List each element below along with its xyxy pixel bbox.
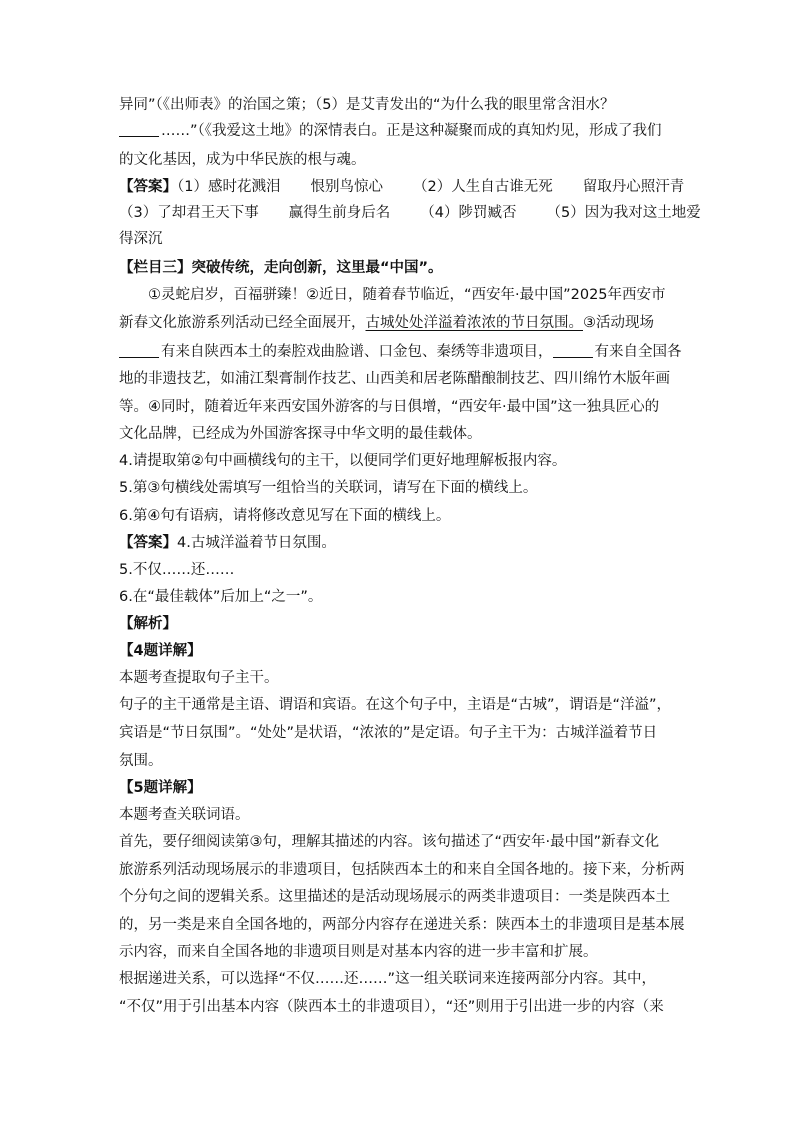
analysis-heading-text: 【解析】 bbox=[119, 616, 177, 632]
explanation-line bbox=[119, 665, 679, 691]
text-line-content: 首先，要仔细阅读第③句，理解其描述的内容。该句描述了“西安年·最中国”新春文化 bbox=[119, 834, 660, 850]
text-line-content: 有来自全国各 bbox=[594, 344, 682, 360]
answer-part: （5）因为我对这土地爱 bbox=[546, 205, 701, 221]
text-line-content: ……”（《我爱这土地》的深情表白。正是这种凝聚而成的真知灼见，形成了我们 bbox=[161, 123, 662, 139]
passage-line bbox=[119, 282, 708, 308]
explanation-line bbox=[119, 829, 679, 855]
text-line-content: 地的非遗技艺，如浦江梨膏制作技艺、山西美和居老陈醋酿制技艺、四川绵竹木版年画 bbox=[119, 371, 670, 387]
text-line-content: 本题考查提取句子主干。 bbox=[119, 670, 279, 686]
text-line-content: ①灵蛇启岁，百福骈臻！②近日，随着春节临近，“西安年·最中国”2025年西安市 bbox=[148, 287, 666, 303]
answer-line bbox=[119, 200, 701, 226]
answer-line bbox=[119, 530, 679, 556]
explanation-line bbox=[119, 966, 679, 992]
fill-blank bbox=[119, 122, 159, 137]
passage-line bbox=[119, 366, 679, 392]
question-line bbox=[119, 448, 679, 474]
text-line-content: 旅游系列活动现场展示的非遗项目，包括陕西本土的和来自全国各地的。接下来，分析两 bbox=[119, 862, 685, 878]
fill-blank bbox=[553, 343, 593, 358]
passage-line bbox=[119, 339, 682, 365]
explanation-line bbox=[119, 994, 679, 1020]
underlined-sentence: 古城处处洋溢着浓浓的节日氛围。 bbox=[365, 315, 583, 331]
answer-text: 5.不仅……还…… bbox=[119, 562, 235, 578]
section-heading bbox=[119, 255, 679, 281]
question-text: 4.请提取第②句中画横线句的主干，以便同学们更好地理解板报内容。 bbox=[119, 453, 567, 469]
answer-text: 4.古城洋溢着节日氛围。 bbox=[177, 535, 336, 551]
sub-heading bbox=[119, 638, 679, 664]
answer-line bbox=[119, 174, 685, 200]
explanation-line bbox=[119, 802, 679, 828]
text-line-content: 宾语是“节日氛围”。“处处”是状语，“浓浓的”是定语。句子主干为：古城洋溢着节日 bbox=[119, 725, 658, 741]
sub-heading bbox=[119, 775, 679, 801]
question-line bbox=[119, 475, 679, 501]
explanation-line bbox=[119, 720, 679, 746]
passage-line bbox=[119, 421, 679, 447]
question-text: 5.第③句横线处需填写一组恰当的关联词，请写在下面的横线上。 bbox=[119, 480, 538, 496]
answer-part: （4）陟罚臧否 bbox=[420, 205, 517, 221]
text-line-content: 的，另一类是来自全国各地的，两部分内容存在递进关系：陕西本土的非遗项目是基本展 bbox=[119, 917, 685, 933]
fill-blank bbox=[119, 343, 159, 358]
explanation-line bbox=[119, 939, 679, 965]
text-line bbox=[119, 226, 679, 252]
answer-tag: 【答案】 bbox=[119, 179, 177, 195]
text-line-content: ③活动现场 bbox=[583, 315, 654, 331]
text-line-content: 有来自陕西本土的秦腔戏曲脸谱、口金包、秦绣等非遗项目， bbox=[161, 344, 553, 360]
text-line-content: “不仅”用于引出基本内容（陕西本土的非遗项目），“还”则用于引出进一步的内容（来 bbox=[119, 999, 664, 1015]
text-line-content: 新春文化旅游系列活动已经全面展开， bbox=[119, 315, 366, 331]
text-line-content: 异同”（《出师表》的治国之策；（5）是艾青发出的“为什么我的眼里常含泪水？ bbox=[119, 97, 615, 113]
explanation-line bbox=[119, 912, 685, 938]
text-line-content: 根据递进关系，可以选择“不仅……还……”这一组关联词来连接两部分内容。其中， bbox=[119, 971, 657, 987]
explanation-line bbox=[119, 884, 679, 910]
answer-line bbox=[119, 557, 679, 583]
answer-tag: 【答案】 bbox=[119, 535, 177, 551]
answer-text: 6.在“最佳载体”后加上“之一”。 bbox=[119, 589, 323, 605]
text-line bbox=[119, 147, 679, 173]
explanation-line bbox=[119, 692, 679, 718]
answer-part: （1）感时花溅泪 bbox=[177, 179, 281, 195]
answer-part: （3）了却君王天下事 bbox=[119, 205, 259, 221]
answer-part: 赢得生前身后名 bbox=[288, 205, 391, 221]
text-line-content: 本题考查关联词语。 bbox=[119, 807, 250, 823]
sub-heading-text: 【5题详解】 bbox=[119, 780, 202, 796]
answer-part: （2）人生自古谁无死 bbox=[412, 179, 553, 195]
text-line-content: 示内容，而来自全国各地的非遗项目则是对基本内容的进一步丰富和扩展。 bbox=[119, 944, 598, 960]
text-line-content: 个分句之间的逻辑关系。这里描述的是活动现场展示的两类非遗项目：一类是陕西本土 bbox=[119, 889, 670, 905]
text-line-content: 文化品牌，已经成为外国游客探寻中华文明的最佳载体。 bbox=[119, 426, 482, 442]
explanation-line bbox=[119, 748, 679, 774]
passage-line bbox=[119, 310, 679, 336]
answer-part: 留取丹心照汗青 bbox=[582, 179, 685, 195]
text-line-content: 的文化基因，成为中华民族的根与魂。 bbox=[119, 152, 366, 168]
explanation-line bbox=[119, 857, 685, 883]
question-line bbox=[119, 503, 679, 529]
sub-heading-text: 【4题详解】 bbox=[119, 643, 202, 659]
text-line-content: 氛围。 bbox=[119, 753, 163, 769]
text-line bbox=[119, 92, 679, 118]
question-text: 6.第④句有语病，请将修改意见写在下面的横线上。 bbox=[119, 508, 451, 524]
text-line-content: 得深沉 bbox=[119, 231, 163, 247]
text-line bbox=[119, 118, 679, 144]
answer-line bbox=[119, 584, 679, 610]
analysis-heading bbox=[119, 611, 679, 637]
passage-line bbox=[119, 394, 679, 420]
text-line-content: 等。④同时，随着近年来西安国外游客的与日俱增，“西安年·最中国”这一独具匠心的 bbox=[119, 399, 660, 415]
answer-part: 恨别鸟惊心 bbox=[310, 179, 383, 195]
text-line-content: 句子的主干通常是主语、谓语和宾语。在这个句子中，主语是“古城”，谓语是“洋溢”， bbox=[119, 697, 672, 713]
section-heading-text: 【栏目三】突破传统，走向创新，这里最“中国”。 bbox=[119, 260, 443, 276]
